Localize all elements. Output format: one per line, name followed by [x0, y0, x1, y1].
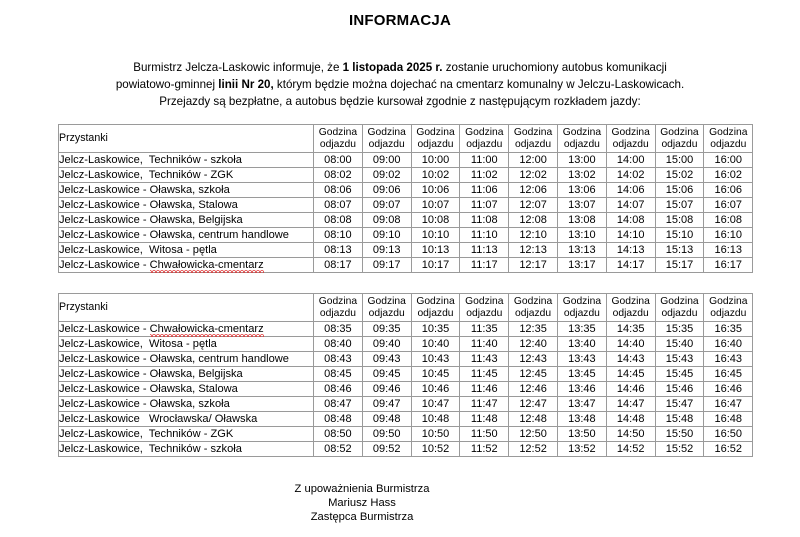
departure-time-cell: 16:17 — [704, 258, 753, 273]
departure-time-cell: 10:13 — [411, 243, 460, 258]
column-header-departure-time — [606, 125, 655, 153]
departure-time-cell: 12:08 — [509, 213, 558, 228]
schedule-table-outbound — [58, 124, 753, 273]
departure-time-cell: 10:40 — [411, 337, 460, 352]
column-header-line1: Godzina — [416, 295, 455, 307]
departure-time-cell: 13:02 — [557, 168, 606, 183]
stop-name-cell: Jelcz-Laskowice - Oławska, Stalowa — [59, 382, 314, 397]
column-header-line2: odjazdu — [368, 307, 405, 319]
departure-time-cell: 13:43 — [557, 352, 606, 367]
departure-time-cell: 12:07 — [509, 198, 558, 213]
departure-time-cell: 14:52 — [606, 442, 655, 457]
departure-time-cell: 13:50 — [557, 427, 606, 442]
departure-time-cell: 13:47 — [557, 397, 606, 412]
departure-time-cell: 16:43 — [704, 352, 753, 367]
departure-time-cell: 16:47 — [704, 397, 753, 412]
table-row — [59, 228, 753, 243]
departure-time-cell: 09:47 — [362, 397, 411, 412]
departure-time-cell: 09:08 — [362, 213, 411, 228]
column-header-line1: Godzina — [611, 295, 650, 307]
column-header-line2: odjazdu — [710, 138, 747, 150]
departure-time-cell: 09:50 — [362, 427, 411, 442]
departure-time-cell: 10:47 — [411, 397, 460, 412]
table-row — [59, 382, 753, 397]
departure-time-cell: 11:10 — [460, 228, 509, 243]
column-header-line2: odjazdu — [515, 138, 552, 150]
departure-time-cell: 08:52 — [314, 442, 363, 457]
departure-time-cell: 08:00 — [314, 153, 363, 168]
column-header-line1: Godzina — [660, 295, 699, 307]
departure-time-cell: 09:43 — [362, 352, 411, 367]
departure-time-cell: 09:52 — [362, 442, 411, 457]
departure-time-cell: 15:35 — [655, 322, 704, 337]
departure-time-cell: 11:40 — [460, 337, 509, 352]
stop-name-cell: Jelcz-Laskowice - Chwałowicka-cmentarz — [59, 322, 314, 337]
departure-time-cell: 13:45 — [557, 367, 606, 382]
departure-time-cell: 14:00 — [606, 153, 655, 168]
departure-time-cell: 14:43 — [606, 352, 655, 367]
departure-time-cell: 09:17 — [362, 258, 411, 273]
departure-time-cell: 09:13 — [362, 243, 411, 258]
departure-time-cell: 16:40 — [704, 337, 753, 352]
departure-time-cell: 12:50 — [509, 427, 558, 442]
departure-time-cell: 16:13 — [704, 243, 753, 258]
departure-time-cell: 14:07 — [606, 198, 655, 213]
departure-time-cell: 08:06 — [314, 183, 363, 198]
departure-time-cell: 12:10 — [509, 228, 558, 243]
departure-time-cell: 15:43 — [655, 352, 704, 367]
column-header-departure-time — [704, 125, 753, 153]
column-header-line1: Godzina — [709, 295, 748, 307]
departure-time-cell: 11:08 — [460, 213, 509, 228]
departure-time-cell: 12:48 — [509, 412, 558, 427]
departure-time-cell: 09:46 — [362, 382, 411, 397]
column-header-line1: Godzina — [562, 295, 602, 307]
departure-time-cell: 15:10 — [655, 228, 704, 243]
departure-time-cell: 12:13 — [509, 243, 558, 258]
stop-name-cell: Jelcz-Laskowice - Chwałowicka-cmentarz — [59, 258, 314, 273]
departure-time-cell: 16:02 — [704, 168, 753, 183]
departure-time-cell: 15:00 — [655, 153, 704, 168]
intro-line — [60, 93, 740, 110]
stop-name-cell: Jelcz-Laskowice, Techników - szkoła — [59, 153, 314, 168]
stop-name-cell: Jelcz-Laskowice, Techników - ZGK — [59, 427, 314, 442]
departure-time-cell: 10:45 — [411, 367, 460, 382]
departure-time-cell: 08:02 — [314, 168, 363, 183]
departure-time-cell: 10:06 — [411, 183, 460, 198]
column-header-line1: Godzina — [465, 126, 504, 138]
signature-block — [0, 457, 800, 524]
departure-time-cell: 12:46 — [509, 382, 558, 397]
departure-time-cell: 13:00 — [557, 153, 606, 168]
departure-time-cell: 09:40 — [362, 337, 411, 352]
departure-time-cell: 11:50 — [460, 427, 509, 442]
departure-time-cell: 16:50 — [704, 427, 753, 442]
departure-time-cell: 16:00 — [704, 153, 753, 168]
departure-time-cell: 16:48 — [704, 412, 753, 427]
departure-time-cell: 14:35 — [606, 322, 655, 337]
departure-time-cell: 08:40 — [314, 337, 363, 352]
departure-time-cell: 08:35 — [314, 322, 363, 337]
column-header-departure-time — [314, 294, 363, 322]
departure-time-cell: 14:47 — [606, 397, 655, 412]
departure-time-cell: 15:17 — [655, 258, 704, 273]
column-header-departure-time — [362, 125, 411, 153]
departure-time-cell: 14:02 — [606, 168, 655, 183]
departure-time-cell: 13:40 — [557, 337, 606, 352]
stop-name-cell: Jelcz-Laskowice, Witosa - pętla — [59, 337, 314, 352]
departure-time-cell: 13:06 — [557, 183, 606, 198]
table-row — [59, 183, 753, 198]
departure-time-cell: 10:17 — [411, 258, 460, 273]
column-header-departure-time — [655, 294, 704, 322]
departure-time-cell: 12:43 — [509, 352, 558, 367]
stop-name-cell: Jelcz-Laskowice - Oławska, centrum handlowe — [59, 352, 314, 367]
stop-name-cell: Jelcz-Laskowice - Oławska, Stalowa — [59, 198, 314, 213]
column-header-departure-time — [460, 294, 509, 322]
departure-time-cell: 15:08 — [655, 213, 704, 228]
departure-time-cell: 13:52 — [557, 442, 606, 457]
column-header-line1: Godzina — [513, 126, 553, 138]
departure-time-cell: 10:52 — [411, 442, 460, 457]
departure-time-cell: 15:45 — [655, 367, 704, 382]
stop-name-cell: Jelcz-Laskowice, Witosa - pętla — [59, 243, 314, 258]
column-header-line1: Godzina — [367, 126, 406, 138]
column-header-line2: odjazdu — [417, 307, 454, 319]
table-row — [59, 397, 753, 412]
departure-time-cell: 14:40 — [606, 337, 655, 352]
departure-time-cell: 15:02 — [655, 168, 704, 183]
departure-time-cell: 09:00 — [362, 153, 411, 168]
spellcheck-underlined-text: Chwałowicka-cmentarz — [149, 259, 264, 271]
column-header-line2: odjazdu — [612, 138, 649, 150]
column-header-stops: Przystanki — [59, 294, 314, 322]
column-header-line1: Godzina — [318, 126, 358, 138]
table-head — [59, 294, 753, 322]
departure-time-cell: 15:13 — [655, 243, 704, 258]
stop-name-cell: Jelcz-Laskowice - Oławska, Belgijska — [59, 213, 314, 228]
table-row — [59, 243, 753, 258]
departure-time-cell: 11:06 — [460, 183, 509, 198]
departure-time-cell: 08:17 — [314, 258, 363, 273]
table-row — [59, 352, 753, 367]
column-header-departure-time — [411, 125, 460, 153]
departure-time-cell: 15:48 — [655, 412, 704, 427]
departure-time-cell: 10:00 — [411, 153, 460, 168]
departure-time-cell: 10:08 — [411, 213, 460, 228]
table-row — [59, 442, 753, 457]
table-header-row — [59, 294, 753, 322]
column-header-line1: Godzina — [562, 126, 602, 138]
departure-time-cell: 10:46 — [411, 382, 460, 397]
column-header-line1: Godzina — [709, 126, 748, 138]
departure-time-cell: 14:08 — [606, 213, 655, 228]
column-header-line2: odjazdu — [612, 307, 649, 319]
page-title: INFORMACJA — [349, 12, 451, 29]
departure-time-cell: 14:45 — [606, 367, 655, 382]
column-header-stops: Przystanki — [59, 125, 314, 153]
column-header-line2: odjazdu — [417, 138, 454, 150]
departure-time-cell: 09:10 — [362, 228, 411, 243]
column-header-departure-time — [509, 125, 558, 153]
departure-time-cell: 12:06 — [509, 183, 558, 198]
departure-time-cell: 16:08 — [704, 213, 753, 228]
departure-time-cell: 08:45 — [314, 367, 363, 382]
column-header-departure-time — [655, 125, 704, 153]
stop-name-cell: Jelcz-Laskowice Wrocławska/ Oławska — [59, 412, 314, 427]
departure-time-cell: 08:46 — [314, 382, 363, 397]
column-header-line2: odjazdu — [466, 138, 503, 150]
departure-time-cell: 10:48 — [411, 412, 460, 427]
table-row — [59, 367, 753, 382]
departure-time-cell: 13:48 — [557, 412, 606, 427]
departure-time-cell: 14:48 — [606, 412, 655, 427]
departure-time-cell: 13:46 — [557, 382, 606, 397]
table-row — [59, 198, 753, 213]
departure-time-cell: 11:00 — [460, 153, 509, 168]
departure-time-cell: 12:35 — [509, 322, 558, 337]
column-header-line2: odjazdu — [661, 138, 698, 150]
intro-text: Burmistrz Jelcza-Laskowic informuje, że — [133, 61, 343, 74]
signature-line: Zastępca Burmistrza — [310, 511, 414, 523]
signature-line: Mariusz Hass — [328, 497, 396, 509]
departure-time-cell: 08:48 — [314, 412, 363, 427]
departure-time-cell: 16:10 — [704, 228, 753, 243]
column-header-line2: odjazdu — [515, 307, 552, 319]
departure-time-cell: 15:47 — [655, 397, 704, 412]
departure-time-cell: 12:02 — [509, 168, 558, 183]
column-header-line2: odjazdu — [710, 307, 747, 319]
table-row — [59, 412, 753, 427]
intro-line — [60, 76, 740, 93]
departure-time-cell: 11:07 — [460, 198, 509, 213]
column-header-departure-time — [557, 294, 606, 322]
intro-emphasis: linii Nr 20, — [218, 78, 274, 91]
table-row — [59, 427, 753, 442]
column-header-line1: Godzina — [660, 126, 699, 138]
intro-line — [60, 59, 740, 76]
departure-time-cell: 11:47 — [460, 397, 509, 412]
departure-time-cell: 14:17 — [606, 258, 655, 273]
column-header-line2: odjazdu — [466, 307, 503, 319]
intro-emphasis: 1 listopada 2025 r. — [342, 61, 443, 74]
column-header-line2: odjazdu — [661, 307, 698, 319]
spellcheck-underlined-text: Chwałowicka-cmentarz — [149, 323, 264, 335]
intro-text: zostanie uruchomiony autobus komunikacji — [442, 61, 667, 74]
departure-time-cell: 16:35 — [704, 322, 753, 337]
column-header-line1: Godzina — [416, 126, 455, 138]
departure-time-cell: 16:46 — [704, 382, 753, 397]
departure-time-cell: 12:52 — [509, 442, 558, 457]
stop-name-cell: Jelcz-Laskowice - Oławska, centrum handlowe — [59, 228, 314, 243]
column-header-line2: odjazdu — [563, 307, 600, 319]
departure-time-cell: 10:07 — [411, 198, 460, 213]
table-body — [59, 153, 753, 273]
departure-time-cell: 11:46 — [460, 382, 509, 397]
signature-line: Z upoważnienia Burmistrza — [294, 483, 430, 495]
departure-time-cell: 16:45 — [704, 367, 753, 382]
departure-time-cell: 09:35 — [362, 322, 411, 337]
column-header-departure-time — [362, 294, 411, 322]
departure-time-cell: 10:50 — [411, 427, 460, 442]
table-body — [59, 322, 753, 457]
table-row — [59, 258, 753, 273]
departure-time-cell: 16:52 — [704, 442, 753, 457]
departure-time-cell: 09:02 — [362, 168, 411, 183]
departure-time-cell: 09:48 — [362, 412, 411, 427]
departure-time-cell: 11:13 — [460, 243, 509, 258]
column-header-line2: odjazdu — [368, 138, 405, 150]
departure-time-cell: 09:06 — [362, 183, 411, 198]
departure-time-cell: 11:35 — [460, 322, 509, 337]
departure-time-cell: 15:40 — [655, 337, 704, 352]
departure-time-cell: 11:52 — [460, 442, 509, 457]
stop-name-cell: Jelcz-Laskowice - Oławska, Belgijska — [59, 367, 314, 382]
departure-time-cell: 13:07 — [557, 198, 606, 213]
departure-time-cell: 10:35 — [411, 322, 460, 337]
departure-time-cell: 08:08 — [314, 213, 363, 228]
departure-time-cell: 14:06 — [606, 183, 655, 198]
departure-time-cell: 10:43 — [411, 352, 460, 367]
departure-time-cell: 10:10 — [411, 228, 460, 243]
stop-name-cell: Jelcz-Laskowice - Oławska, szkoła — [59, 397, 314, 412]
departure-time-cell: 13:10 — [557, 228, 606, 243]
departure-time-cell: 11:48 — [460, 412, 509, 427]
table-head — [59, 125, 753, 153]
schedule-table-outbound-wrapper — [0, 124, 800, 273]
departure-time-cell: 16:06 — [704, 183, 753, 198]
departure-time-cell: 15:46 — [655, 382, 704, 397]
table-row — [59, 213, 753, 228]
departure-time-cell: 08:47 — [314, 397, 363, 412]
departure-time-cell: 13:17 — [557, 258, 606, 273]
column-header-line2: odjazdu — [563, 138, 600, 150]
column-header-line2: odjazdu — [319, 138, 356, 150]
departure-time-cell: 08:43 — [314, 352, 363, 367]
schedule-table-return — [58, 293, 753, 457]
column-header-departure-time — [704, 294, 753, 322]
departure-time-cell: 13:13 — [557, 243, 606, 258]
column-header-line2: odjazdu — [319, 307, 356, 319]
column-header-line1: Godzina — [318, 295, 358, 307]
departure-time-cell: 08:07 — [314, 198, 363, 213]
column-header-departure-time — [314, 125, 363, 153]
stop-name-cell: Jelcz-Laskowice - Oławska, szkoła — [59, 183, 314, 198]
departure-time-cell: 12:00 — [509, 153, 558, 168]
departure-time-cell: 11:02 — [460, 168, 509, 183]
departure-time-cell: 10:02 — [411, 168, 460, 183]
departure-time-cell: 12:45 — [509, 367, 558, 382]
stop-name-cell: Jelcz-Laskowice, Techników - szkoła — [59, 442, 314, 457]
table-header-row — [59, 125, 753, 153]
intro-text: którym będzie można dojechać na cmentarz komunalny w Jelczu-Laskowicach. — [273, 78, 685, 91]
intro-paragraph — [0, 30, 800, 110]
table-row — [59, 337, 753, 352]
column-header-departure-time — [460, 125, 509, 153]
column-header-departure-time — [411, 294, 460, 322]
column-header-departure-time — [557, 125, 606, 153]
departure-time-cell: 15:06 — [655, 183, 704, 198]
departure-time-cell: 13:35 — [557, 322, 606, 337]
departure-time-cell: 16:07 — [704, 198, 753, 213]
departure-time-cell: 11:45 — [460, 367, 509, 382]
departure-time-cell: 08:13 — [314, 243, 363, 258]
departure-time-cell: 11:17 — [460, 258, 509, 273]
departure-time-cell: 14:13 — [606, 243, 655, 258]
table-row — [59, 168, 753, 183]
column-header-line1: Godzina — [367, 295, 406, 307]
column-header-line1: Godzina — [611, 126, 650, 138]
departure-time-cell: 12:40 — [509, 337, 558, 352]
departure-time-cell: 08:50 — [314, 427, 363, 442]
stop-name-cell: Jelcz-Laskowice, Techników - ZGK — [59, 168, 314, 183]
departure-time-cell: 15:50 — [655, 427, 704, 442]
intro-text: powiatowo-gminnej — [115, 78, 219, 91]
departure-time-cell: 13:08 — [557, 213, 606, 228]
departure-time-cell: 09:07 — [362, 198, 411, 213]
column-header-departure-time — [606, 294, 655, 322]
departure-time-cell: 14:10 — [606, 228, 655, 243]
table-row — [59, 153, 753, 168]
column-header-line1: Godzina — [513, 295, 553, 307]
departure-time-cell: 08:10 — [314, 228, 363, 243]
departure-time-cell: 14:50 — [606, 427, 655, 442]
table-row — [59, 322, 753, 337]
departure-time-cell: 15:52 — [655, 442, 704, 457]
departure-time-cell: 11:43 — [460, 352, 509, 367]
column-header-departure-time — [509, 294, 558, 322]
departure-time-cell: 15:07 — [655, 198, 704, 213]
column-header-line1: Godzina — [465, 295, 504, 307]
departure-time-cell: 14:46 — [606, 382, 655, 397]
intro-text: Przejazdy są bezpłatne, a autobus będzie kursował zgodnie z następującym rozkładem jazdy: — [159, 95, 641, 108]
departure-time-cell: 12:17 — [509, 258, 558, 273]
departure-time-cell: 09:45 — [362, 367, 411, 382]
departure-time-cell: 12:47 — [509, 397, 558, 412]
schedule-table-return-wrapper — [0, 293, 800, 457]
